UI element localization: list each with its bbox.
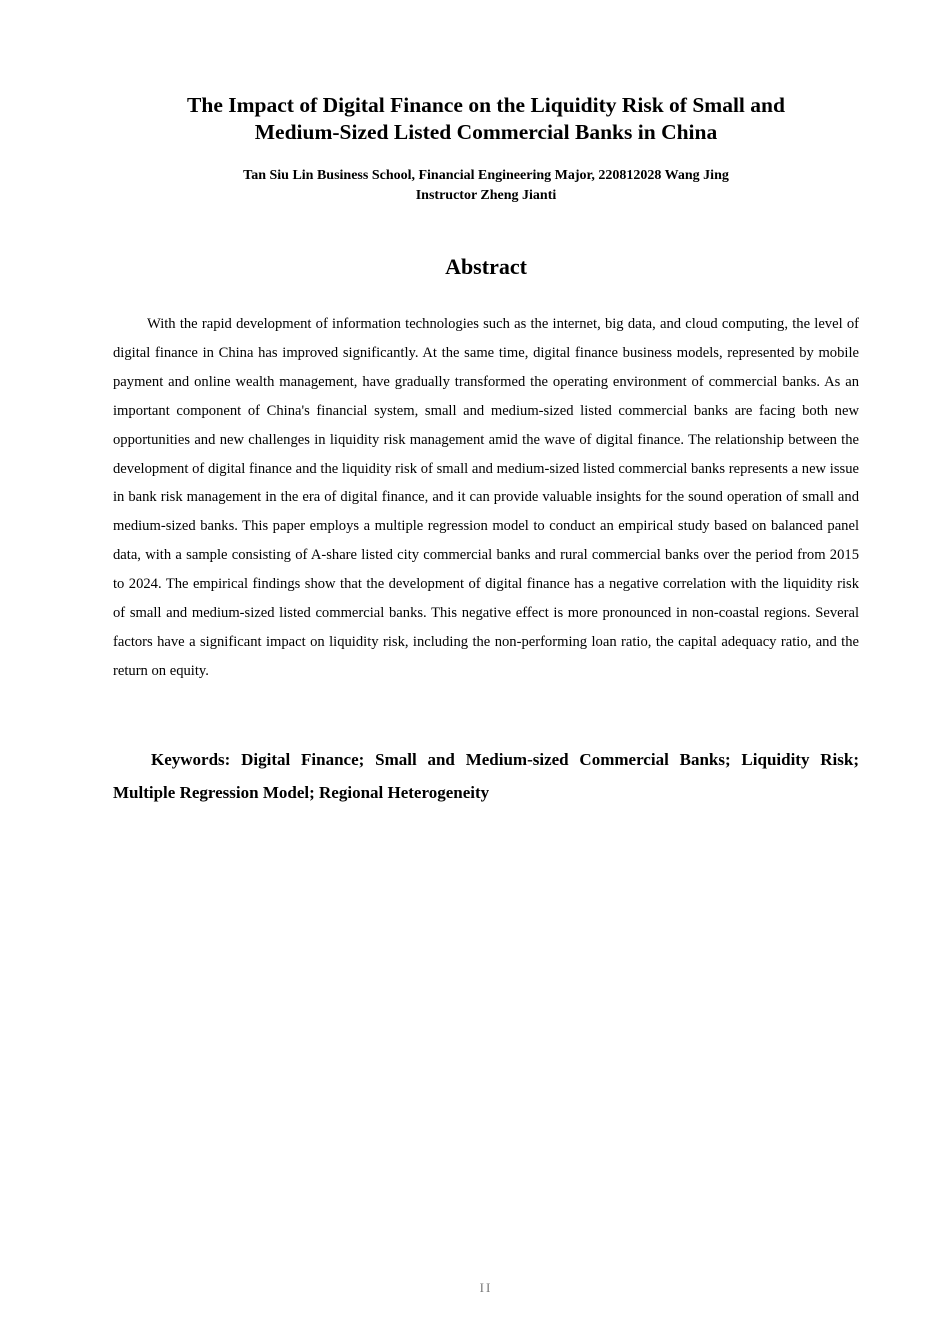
- paper-title-line-1: The Impact of Digital Finance on the Liquidity Risk of Small and: [187, 93, 785, 117]
- abstract-heading: Abstract: [445, 254, 527, 279]
- page-number: II: [479, 1280, 493, 1295]
- paper-title-line-2: Medium-Sized Listed Commercial Banks in China: [254, 120, 718, 144]
- keywords-paragraph: Keywords: Digital Finance; Small and Medium-sized Commercial Banks; Liquidity Risk; Multiple Regression Model; Regional Heterogeneity: [113, 750, 859, 802]
- abstract-paragraph: With the rapid development of information technologies such as the internet, big data, and cloud computing, the level of digital finance in China has improved significantly. At the same time, digital finance business models, represented by mobile payment and online wealth management, have gradually transformed the operating environment of commercial banks. As an important component of China's financial system, small and medium-sized listed commercial banks are facing both new opportunities and new challenges in liquidity risk management amid the wave of digital finance. The relationship between the development of digital finance and the liquidity risk of small and medium-sized listed commercial banks represents a new issue in bank risk management in the era of digital finance, and it can provide valuable insights for the sound operation of small and medium-sized banks. This paper employs a multiple regression model to conduct an empirical study based on balanced panel data, with a sample consisting of A-share listed city commercial banks and rural commercial banks over the period from 2015 to 2024. The empirical findings show that the development of digital finance has a negative correlation with the liquidity risk of small and medium-sized listed commercial banks. This negative effect is more pronounced in non-coastal regions. Several factors have a significant impact on liquidity risk, including the non-performing loan ratio, the capital adequacy ratio, and the return on equity.: [113, 316, 859, 679]
- author-affiliation: Tan Siu Lin Business School, Financial Engineering Major, 220812028 Wang Jing: [243, 168, 729, 183]
- paper-title: [113, 92, 859, 146]
- paper-page: [113, 0, 859, 1344]
- author-block: [113, 166, 859, 206]
- instructor-line: Instructor Zheng Jianti: [415, 188, 557, 203]
